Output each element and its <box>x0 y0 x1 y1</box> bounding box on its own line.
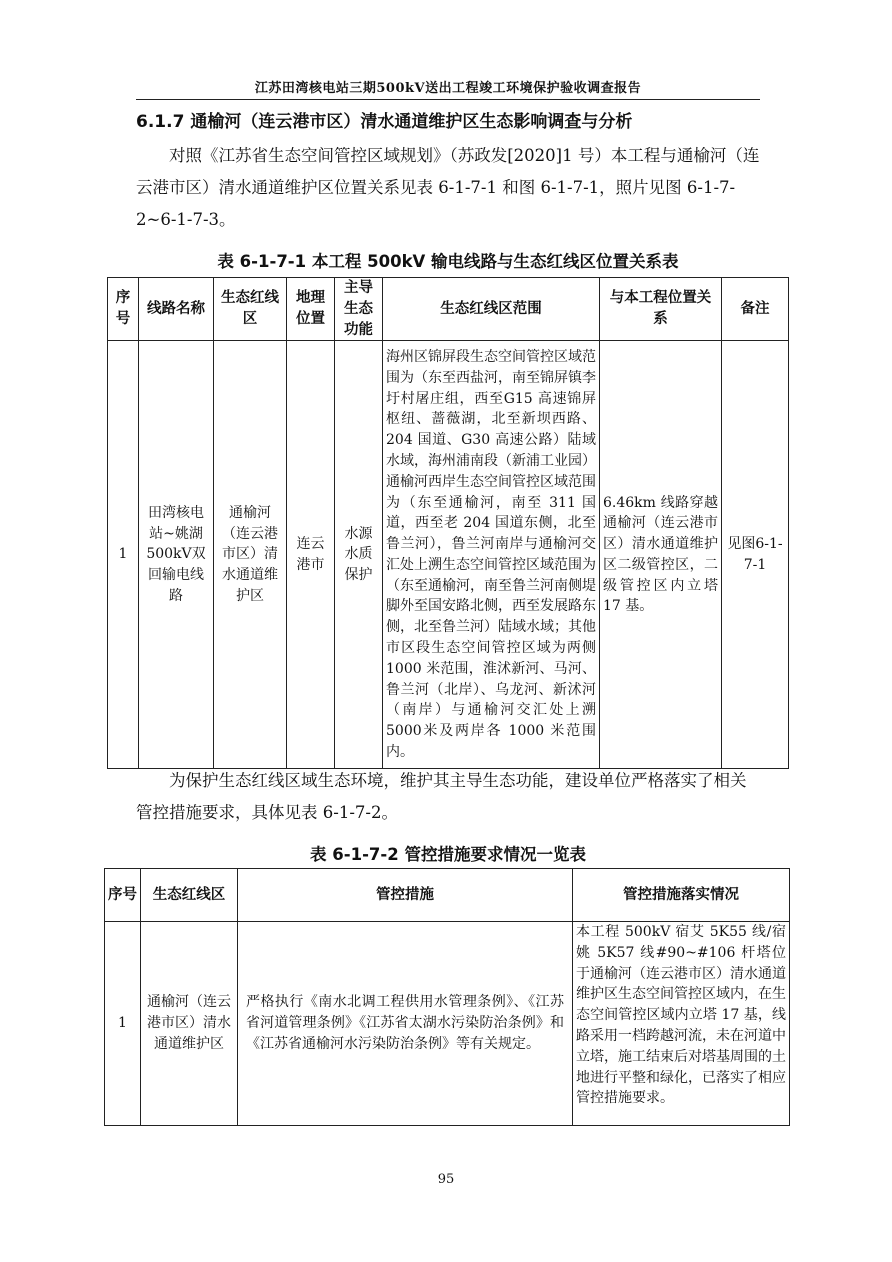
col-header-zone: 生态红线区 <box>214 278 287 341</box>
cell-function: 水源水质保护 <box>335 341 383 769</box>
col-header-relation: 与本工程位置关系 <box>600 278 722 341</box>
col-header-remark: 备注 <box>722 278 789 341</box>
measures-paragraph <box>136 765 760 829</box>
page-header: 江苏田湾核电站三期500kV送出工程竣工环境保护验收调查报告 <box>254 81 642 96</box>
col-header-location: 地理位置 <box>287 278 335 341</box>
intro-text: 对照《江苏省生态空间管控区域规划》（苏政发[2020]1 号）本工程与通榆河（连云港市区）清水通道维护区位置关系见表 6-1-7-1 和图 6-1-7-1，照片见图 6-1-7-2~6-1-7-3。 <box>136 146 760 229</box>
cell-measures: 严格执行《南水北调工程供用水管理条例》、《江苏省河道管理条例》《江苏省太湖水污染防治条例》和《江苏省通榆河水污染防治条例》等有关规定。 <box>238 922 573 1126</box>
cell-zone: 通榆河（连云港市区）清水通道维护区 <box>141 922 238 1126</box>
cell-location: 连云港市 <box>287 341 335 769</box>
table-control-measures <box>104 868 790 1126</box>
col-header-no: 序号 <box>105 869 141 922</box>
col-header-line-name: 线路名称 <box>139 278 214 341</box>
cell-remark: 见图6-1-7-1 <box>722 341 789 769</box>
intro-paragraph <box>136 140 760 236</box>
measures-text: 为保护生态红线区域生态环境，维护其主导生态功能，建设单位严格落实了相关管控措施要求，具体见表 6-1-7-2。 <box>136 771 747 822</box>
page-number: 95 <box>437 1172 455 1187</box>
cell-line-name: 田湾核电站~姚湖500kV双回输电线路 <box>139 341 214 769</box>
table-ecological-redline-relation <box>107 277 789 769</box>
cell-no: 1 <box>108 341 139 769</box>
table-header-row <box>105 869 790 922</box>
col-header-range: 生态红线区范围 <box>383 278 600 341</box>
table-header-row <box>108 278 789 341</box>
cell-zone: 通榆河（连云港市区）清水通道维护区 <box>214 341 287 769</box>
cell-implementation: 本工程 500kV 宿艾 5K55 线/宿姚 5K57 线#90~#106 杆塔位于通榆河（连云港市区）清水通道维护区生态空间管控区域内，在生态空间管控区域内立塔 17 基，线路采用一档跨越河流，未在河道中立塔，施工结束后对塔基周围的土地进行平整和绿化，已落实了相应管控措施要求。 <box>573 922 790 1126</box>
section-title: 6.1.7 通榆河（连云港市区）清水通道维护区生态影响调查与分析 <box>136 112 633 132</box>
cell-no: 1 <box>105 922 141 1126</box>
table-row <box>108 341 789 769</box>
cell-relation: 6.46km 线路穿越通榆河（连云港市区）清水通道维护区二级管控区，二级管控区内立塔 17 基。 <box>600 341 722 769</box>
col-header-measures: 管控措施 <box>238 869 573 922</box>
cell-range: 海州区锦屏段生态空间管控区域范围为（东至西盐河，南至锦屏镇李圩村屠庄组，西至G15 高速锦屏枢纽、蔷薇湖，北至新坝西路、204 国道、G30 高速公路）陆域水域，海州浦南段（新浦工业园）通榆河西岸生态空间管控区域范围为（东至通榆河，南至 311 国道，西至老 204 国道东侧，北至鲁兰河），鲁兰河南岸与通榆河交汇处上溯生态空间管控区域范围为（东至通榆河，南至鲁兰河南侧堤脚外至国安路北侧，西至发展路东侧，北至鲁兰河）陆域水域；其他市区段生态空间管控区域为两侧 1000 米范围，淮沭新河、马河、鲁兰河（北岸）、乌龙河、新沭河（南岸）与通榆河交汇处上溯 5000米及两岸各 1000 米范围内。 <box>383 341 600 769</box>
col-header-implementation: 管控措施落实情况 <box>573 869 790 922</box>
table1-caption: 表 6-1-7-1 本工程 500kV 输电线路与生态红线区位置关系表 <box>217 252 679 271</box>
header-divider <box>136 99 760 100</box>
col-header-zone: 生态红线区 <box>141 869 238 922</box>
col-header-no: 序号 <box>108 278 139 341</box>
table-row <box>105 922 790 1126</box>
col-header-function: 主导生态功能 <box>335 278 383 341</box>
table2-caption: 表 6-1-7-2 管控措施要求情况一览表 <box>310 845 586 864</box>
